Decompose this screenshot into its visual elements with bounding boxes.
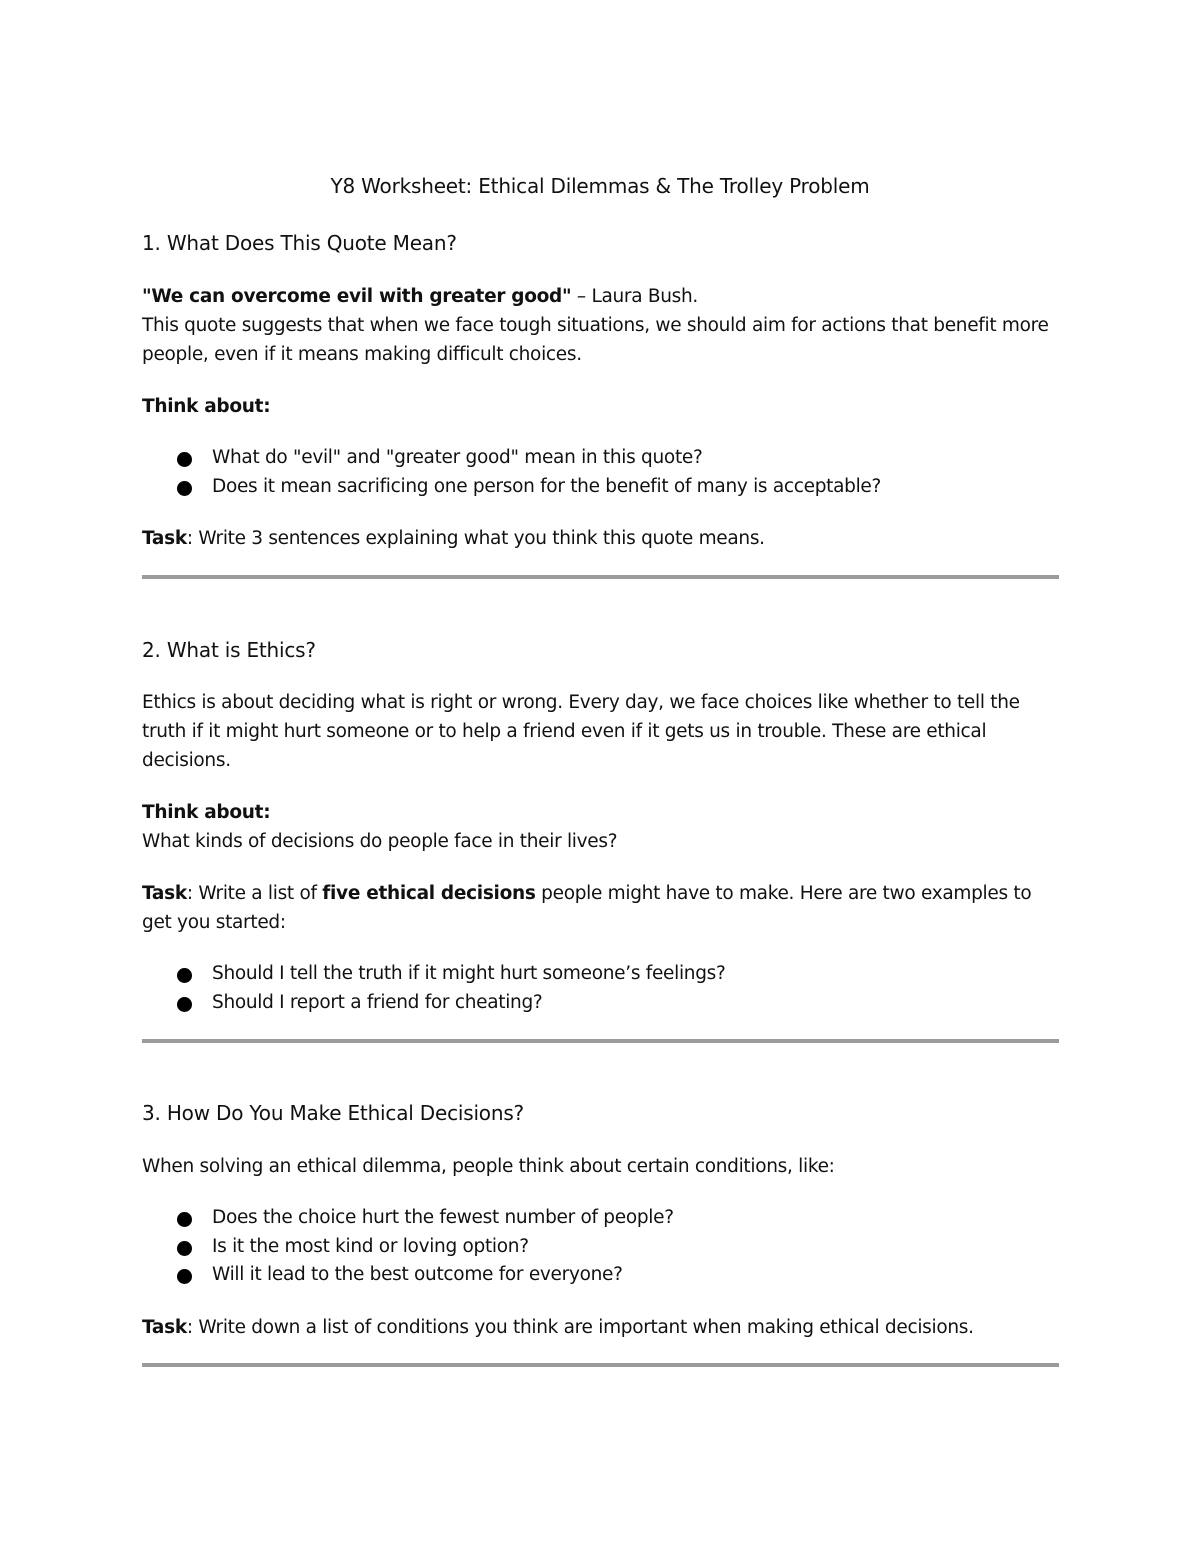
section-2-think-label: Think about: — [142, 802, 271, 823]
quote-paragraph — [142, 282, 1062, 311]
section-2-think-text: What kinds of decisions do people face in their lives? — [142, 831, 618, 852]
list-item: Does the choice hurt the fewest number of people? — [142, 1204, 1062, 1233]
bullet-dot-icon — [177, 1241, 192, 1256]
list-item: Does it mean sacrificing one person for the benefit of many is acceptable? — [142, 473, 1062, 502]
section-2-heading: 2. What is Ethics? — [142, 638, 316, 662]
list-item: What do "evil" and "greater good" mean in this quote? — [142, 444, 1062, 473]
section-2-bullet-list — [142, 960, 1062, 1017]
bullet-dot-icon — [177, 1212, 192, 1227]
section-3-task: Task: Write down a list of conditions you think are important when making ethical decisions. — [142, 1316, 974, 1338]
section-2-task: Task: Write a list of five ethical decisions people might have to make. Here are two examples to get you started: — [142, 883, 1032, 933]
ethics-definition: Ethics is about deciding what is right or wrong. Every day, we face choices like whether to tell the truth if it might hurt someone or to help a friend even if it gets us in trouble. These are ethical decisions. — [142, 692, 1020, 771]
list-item: Will it lead to the best outcome for everyone? — [142, 1261, 1062, 1290]
bullet-dot-icon — [177, 481, 192, 496]
quote-text: "We can overcome evil with greater good" — [142, 286, 572, 307]
quote-explanation: This quote suggests that when we face tough situations, we should aim for actions that benefit more people, even if it means making difficult choices. — [142, 315, 1049, 365]
quote-attribution: – Laura Bush. — [571, 286, 698, 307]
section-1-task: Task: Write 3 sentences explaining what you think this quote means. — [142, 528, 765, 549]
section-quote-meaning — [142, 229, 1062, 553]
section-3-heading: 3. How Do You Make Ethical Decisions? — [142, 1101, 524, 1125]
list-item: Should I tell the truth if it might hurt someone’s feelings? — [142, 960, 1062, 989]
section-3-bullet-list — [142, 1204, 1062, 1290]
section-ethical-decisions — [142, 1099, 1062, 1342]
section-1-heading: 1. What Does This Quote Mean? — [142, 231, 457, 255]
page-title: Y8 Worksheet: Ethical Dilemmas & The Trolley Problem — [330, 174, 870, 198]
section-divider — [142, 1039, 1059, 1043]
section-what-is-ethics — [142, 636, 1062, 1017]
bullet-dot-icon — [177, 1269, 192, 1284]
section-3-intro: When solving an ethical dilemma, people think about certain conditions, like: — [142, 1156, 835, 1177]
section-1-think-label: Think about: — [142, 396, 271, 417]
list-item: Should I report a friend for cheating? — [142, 989, 1062, 1018]
list-item: Is it the most kind or loving option? — [142, 1233, 1062, 1262]
section-1-bullet-list — [142, 444, 1062, 501]
bullet-dot-icon — [177, 997, 192, 1012]
section-divider — [142, 1363, 1059, 1367]
bullet-dot-icon — [177, 452, 192, 467]
bullet-dot-icon — [177, 968, 192, 983]
section-divider — [142, 575, 1059, 579]
